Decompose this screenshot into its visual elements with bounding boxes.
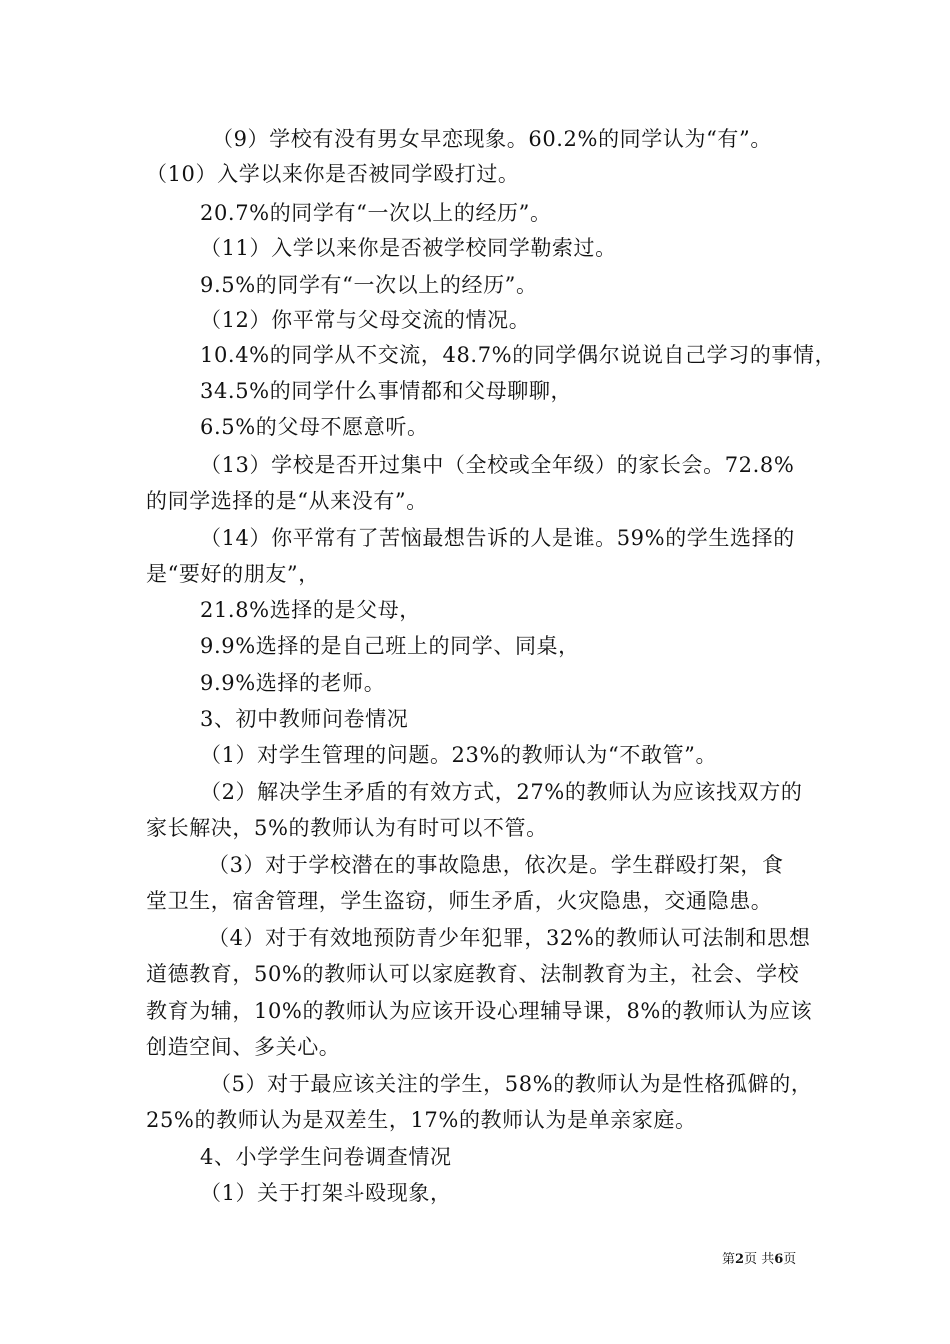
text-line: 6.5%的父母不愿意听。 (200, 415, 429, 439)
text-line: 堂卫生，宿舍管理，学生盗窃，师生矛盾，火灾隐患，交通隐患。 (146, 889, 773, 913)
text-line: 34.5%的同学什么事情都和父母聊聊， (200, 379, 573, 403)
footer-suffix: 页 (783, 1252, 797, 1267)
text-line: （9）学校有没有男女早恋现象。60.2%的同学认为“有”。 (212, 127, 772, 151)
text-line: （12）你平常与父母交流的情况。 (200, 308, 531, 332)
text-line: 的同学选择的是“从来没有”。 (146, 489, 428, 513)
footer-prefix: 第 (722, 1252, 736, 1267)
text-line: 9.9%选择的是自己班上的同学、同桌， (200, 634, 580, 658)
text-line: （10）入学以来你是否被同学殴打过。 (146, 162, 520, 186)
text-line: 9.9%选择的老师。 (200, 671, 386, 695)
text-line: 教育为辅，10%的教师认为应该开设心理辅导课，8%的教师认为应该 (146, 999, 813, 1023)
total-page-count: 6 (774, 1252, 784, 1267)
footer-middle: 页 共 (744, 1252, 775, 1267)
text-line: 9.5%的同学有“一次以上的经历”。 (200, 273, 538, 297)
current-page-number: 2 (735, 1252, 745, 1267)
text-line: 创造空间、多关心。 (146, 1035, 341, 1059)
text-line: 是“要好的朋友”， (146, 562, 320, 586)
text-line: （4）对于有效地预防青少年犯罪，32%的教师认可法制和思想 (208, 926, 811, 950)
text-line: （1）关于打架斗殴现象， (200, 1181, 452, 1205)
text-line: （3）对于学校潜在的事故隐患，依次是。学生群殴打架，食 (208, 853, 784, 877)
text-line: （5）对于最应该关注的学生，58%的教师认为是性格孤僻的， (210, 1072, 813, 1096)
text-line: （11）入学以来你是否被学校同学勒索过。 (200, 236, 617, 260)
text-line: （2）解决学生矛盾的有效方式，27%的教师认为应该找双方的 (200, 780, 803, 804)
text-line: （1）对学生管理的问题。23%的教师认为“不敢管”。 (200, 743, 718, 767)
text-line: 25%的教师认为是双差生，17%的教师认为是单亲家庭。 (146, 1108, 697, 1132)
section-heading: 4、小学学生问卷调查情况 (200, 1145, 452, 1169)
section-heading: 3、初中教师问卷情况 (200, 707, 409, 731)
text-line: 家长解决，5%的教师认为有时可以不管。 (146, 816, 548, 840)
text-line: （13）学校是否开过集中（全校或全年级）的家长会。72.8% (200, 453, 795, 477)
text-line: 道德教育，50%的教师认可以家庭教育、法制教育为主，社会、学校 (146, 962, 800, 986)
text-line: （14）你平常有了苦恼最想告诉的人是谁。59%的学生选择的 (200, 526, 795, 550)
text-line: 20.7%的同学有“一次以上的经历”。 (200, 201, 552, 225)
text-line: 10.4%的同学从不交流，48.7%的同学偶尔说说自己学习的事情， (200, 343, 837, 367)
text-line: 21.8%选择的是父母， (200, 598, 421, 622)
page-number-footer (722, 1252, 796, 1268)
